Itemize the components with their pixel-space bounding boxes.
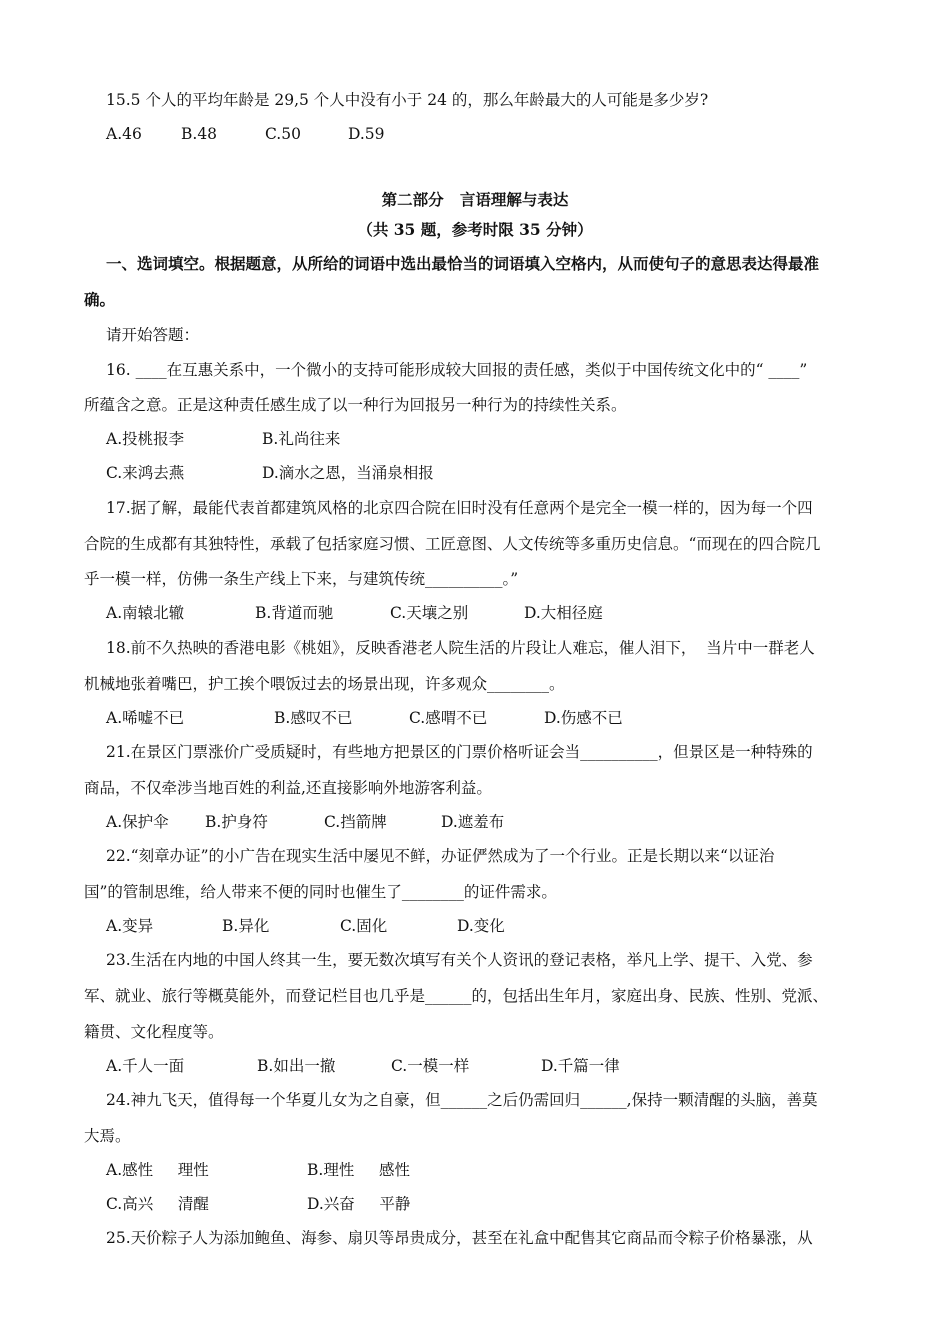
q15-stem: 15.5 个人的平均年龄是 29,5 个人中没有小于 24 的，那么年龄最大的人可能是多少岁? <box>106 91 709 109</box>
start-prompt: 请开始答题： <box>106 326 200 344</box>
q18-option-a: A.唏嘘不已 <box>106 709 185 727</box>
q23-option-d: D.千篇一律 <box>541 1057 620 1075</box>
q23-line-2: 军、就业、旅行等概莫能外，而登记栏目也几乎是______的，包括出生年月，家庭出身、民族、性别、党派、 <box>84 987 829 1005</box>
q18-option-b: B.感叹不已 <box>274 709 353 727</box>
q24-option-a: A.感性 理性 <box>106 1161 209 1179</box>
q17-option-c: C.天壤之别 <box>390 604 469 622</box>
q23-option-c: C.一模一样 <box>391 1057 470 1075</box>
q23-line-3: 籍贯、文化程度等。 <box>84 1023 224 1041</box>
q21-option-a: A.保护伞 <box>106 813 169 831</box>
q24-line-1: 24.神九飞天，值得每一个华夏儿女为之自豪，但______之后仍需回归______,保持一颗清醒的头脑，善莫 <box>106 1091 818 1109</box>
q22-line-1: 22.“刻章办证”的小广告在现实生活中屡见不鲜，办证俨然成为了一个行业。正是长期以来“以证治 <box>106 847 775 865</box>
q21-option-d: D.遮羞布 <box>441 813 505 831</box>
q15-option-d: D.59 <box>348 125 385 143</box>
q16-option-c: C.来鸿去燕 <box>106 464 185 482</box>
q22-line-2: 国”的管制思维，给人带来不便的同时也催生了________的证件需求。 <box>84 883 557 901</box>
q17-option-a: A.南辕北辙 <box>106 604 185 622</box>
q21-option-c: C.挡箭牌 <box>324 813 387 831</box>
section-subtitle: （共 35 题，参考时限 35 分钟） <box>357 220 593 239</box>
q21-line-1: 21.在景区门票涨价广受质疑时，有些地方把景区的门票价格听证会当__________，但景区是一种特殊的 <box>106 743 813 761</box>
q23-option-b: B.如出一撤 <box>257 1057 336 1075</box>
q24-option-c: C.高兴 清醒 <box>106 1195 209 1213</box>
q23-line-1: 23.生活在内地的中国人终其一生，要无数次填写有关个人资讯的登记表格，举凡上学、提干、入党、参 <box>106 951 813 969</box>
q15-option-a: A.46 <box>106 125 142 143</box>
q17-line-3: 乎一模一样，仿佛一条生产线上下来，与建筑传统__________。” <box>84 570 519 588</box>
section-instruction: 一、选词填空。根据题意，从所给的词语中选出最恰当的词语填入空格内，从而使句子的意思表达得最准 <box>106 254 820 273</box>
q16-line-2: 所蕴含之意。正是这种责任感生成了以一种行为回报另一种行为的持续性关系。 <box>84 396 627 414</box>
q21-line-2: 商品，不仅牵涉当地百姓的利益,还直接影响外地游客利益。 <box>84 779 492 797</box>
section-title: 第二部分 言语理解与表达 <box>381 190 569 209</box>
q15-option-b: B.48 <box>181 125 218 143</box>
q18-line-1: 18.前不久热映的香港电影《桃姐》，反映香港老人院生活的片段让人难忘，催人泪下， 当片中一群老人 <box>106 639 815 657</box>
q23-option-a: A.千人一面 <box>106 1057 185 1075</box>
q16-option-b: B.礼尚往来 <box>262 430 341 448</box>
q22-option-b: B.异化 <box>222 917 270 935</box>
q24-option-b: B.理性 感性 <box>307 1161 410 1179</box>
q17-option-b: B.背道而驰 <box>255 604 334 622</box>
q16-option-a: A.投桃报李 <box>106 430 185 448</box>
q25-line-1: 25.天价粽子人为添加鲍鱼、海参、扇贝等昂贵成分，甚至在礼盒中配售其它商品而令粽子价格暴涨，从 <box>106 1229 813 1247</box>
q17-option-d: D.大相径庭 <box>524 604 603 622</box>
q24-line-2: 大焉。 <box>84 1127 131 1145</box>
section-instruction-cont: 确。 <box>84 290 116 309</box>
q22-option-c: C.固化 <box>340 917 388 935</box>
q24-option-d: D.兴奋 平静 <box>307 1195 411 1213</box>
q22-option-a: A.变异 <box>106 917 154 935</box>
q18-line-2: 机械地张着嘴巴，护工挨个喂饭过去的场景出现，许多观众________。 <box>84 675 565 693</box>
q21-option-b: B.护身符 <box>205 813 268 831</box>
q16-option-d: D.滴水之恩，当涌泉相报 <box>262 464 434 482</box>
q17-line-1: 17.据了解，最能代表首都建筑风格的北京四合院在旧时没有任意两个是完全一模一样的，因为每一个四 <box>106 499 813 517</box>
q17-line-2: 合院的生成都有其独特性，承载了包括家庭习惯、工匠意图、人文传统等多重历史信息。“而现在的四合院几 <box>84 535 821 553</box>
q16-line-1: 16. ____在互惠关系中，一个微小的支持可能形成较大回报的责任感，类似于中国传统文化中的“ ____” <box>106 361 808 379</box>
q15-option-c: C.50 <box>265 125 301 143</box>
q18-option-d: D.伤感不已 <box>544 709 623 727</box>
q22-option-d: D.变化 <box>457 917 505 935</box>
q18-option-c: C.感喟不已 <box>409 709 488 727</box>
